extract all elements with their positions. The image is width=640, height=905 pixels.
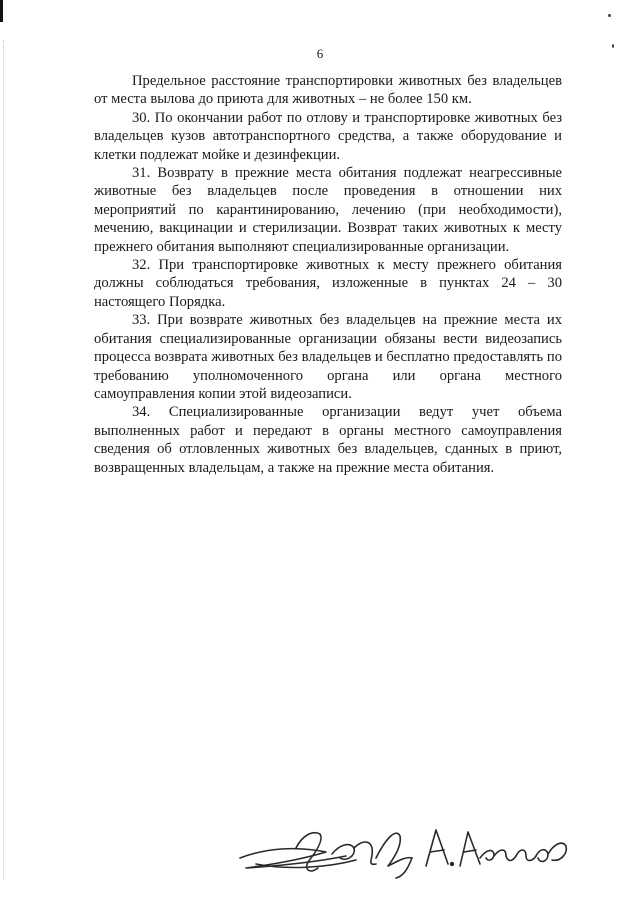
document-body xyxy=(94,72,562,477)
paragraph-30: 30. По окончании работ по отлову и транспортировке животных без владельцев кузов автотранспортного средства, а также оборудование и клетки подлежат мойке и дезинфекции. xyxy=(94,109,562,163)
paragraph-transport-distance: Предельное расстояние транспортировки животных без владельцев от места вылова до приюта для животных – не более 150 км. xyxy=(94,73,562,108)
paragraph-32: 32. При транспортировке животных к месту прежнего обитания должны соблюдаться требования, изложенные в пунктах 24 – 30 настоящего Порядка. xyxy=(94,257,562,310)
paragraph-34: 34. Специализированные организации ведут учет объема выполненных работ и передают в органы местного самоуправления сведения об отловленных животных без владельцев, сданных в приют, возвращенных владельцам, а также на прежние места обитания. xyxy=(94,404,562,476)
handwritten-signature xyxy=(236,818,576,882)
scan-speck xyxy=(608,14,611,17)
page-number: 6 xyxy=(316,46,324,61)
scan-edge-mark xyxy=(0,0,3,22)
paragraph-31: 31. Возврату в прежние места обитания подлежат неагрессивные животные без владельцев после проведения в отношении них мероприятий по карантинированию, лечению (при необходимости), мечению, вакцинации и стерилизации. Возврат таких животных к месту прежнего обитания выполняют специализированные организации. xyxy=(94,165,562,255)
paragraph-33: 33. При возврате животных без владельцев на прежние места их обитания специализированные организации обязаны вести видеозапись процесса возврата животных без владельцев и бесплатно предоставлять по требованию уполномоченного органа или органа местного самоуправления копии этой видеозаписи. xyxy=(94,312,562,402)
scan-margin-noise xyxy=(3,40,6,880)
signature-drawing xyxy=(236,818,576,882)
